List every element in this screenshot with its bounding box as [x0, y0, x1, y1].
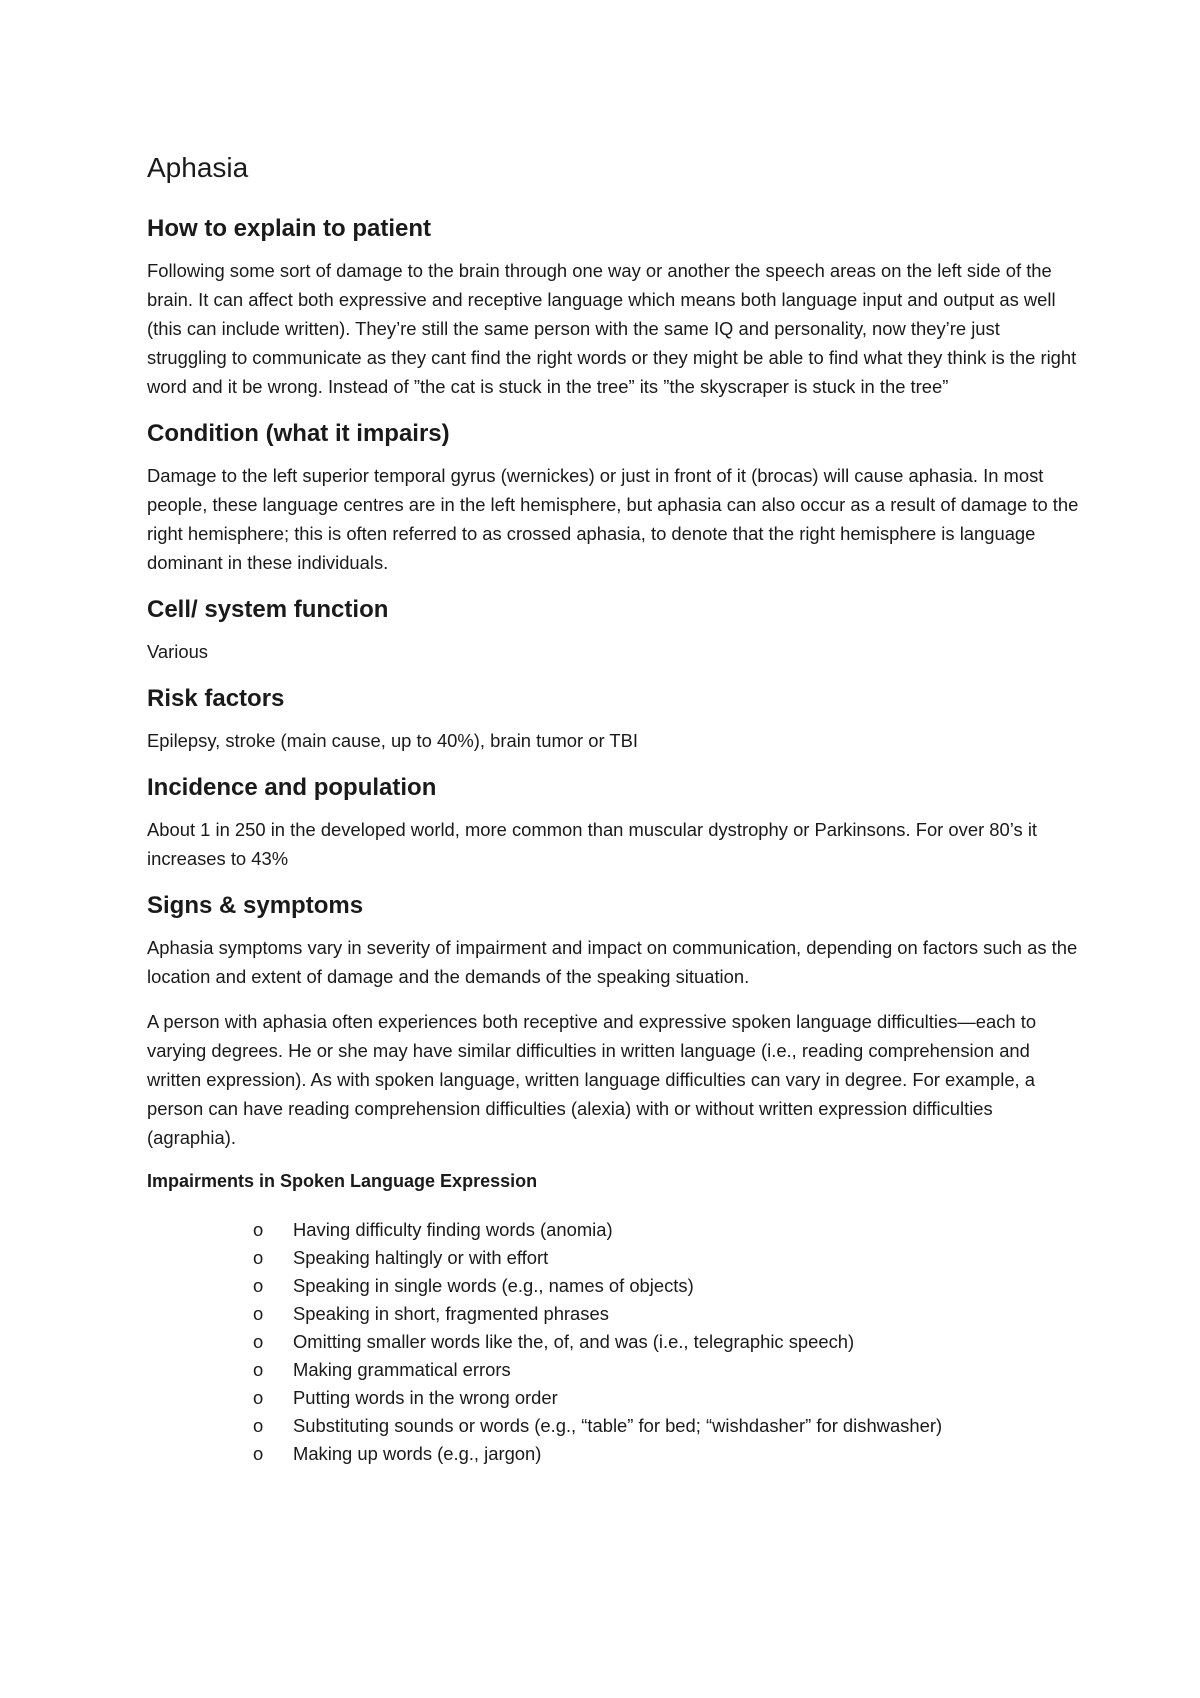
- list-item: [253, 1216, 1080, 1244]
- list-item-text: Speaking in short, fragmented phrases: [293, 1303, 609, 1324]
- section-heading: Incidence and population: [147, 774, 437, 801]
- bullet-marker: o: [253, 1359, 264, 1380]
- section-risk-factors: [147, 682, 1080, 755]
- bullet-marker: o: [253, 1303, 264, 1324]
- bullet-marker: o: [253, 1275, 264, 1296]
- section-heading: How to explain to patient: [147, 215, 432, 242]
- bullet-marker: o: [253, 1387, 264, 1408]
- list-item-text: Putting words in the wrong order: [293, 1387, 558, 1408]
- list-item: [253, 1328, 1080, 1356]
- section-heading: Risk factors: [147, 685, 285, 712]
- document-title: Aphasia: [147, 152, 249, 183]
- bullet-marker: o: [253, 1331, 264, 1352]
- section-paragraph: A person with aphasia often experiences both receptive and expressive spoken language difficulties—each to varying degrees. He or she may have similar difficulties in written language (i.e., reading comprehension and written expression). As with spoken language, written language difficulties can vary in degree. For example, a person can have reading comprehension difficulties (alexia) with or without written expression difficulties (agraphia).: [147, 1011, 1037, 1148]
- section-heading: Signs & symptoms: [147, 892, 364, 919]
- section-cell-system-function: [147, 593, 1080, 666]
- impairments-heading: Impairments in Spoken Language Expression: [147, 1171, 538, 1191]
- section-signs-symptoms: [147, 889, 1080, 1152]
- section-paragraph: Aphasia symptoms vary in severity of impairment and impact on communication, depending on factors such as the location and extent of damage and the demands of the speaking situation.: [147, 937, 1078, 987]
- list-item: [253, 1244, 1080, 1272]
- list-item: [253, 1300, 1080, 1328]
- section-heading: Cell/ system function: [147, 596, 389, 623]
- list-item: [253, 1356, 1080, 1384]
- list-item-text: Substituting sounds or words (e.g., “table” for bed; “wishdasher” for dishwasher): [293, 1415, 943, 1436]
- bullet-marker: o: [253, 1443, 264, 1464]
- section-condition: [147, 417, 1080, 577]
- list-item-text: Speaking in single words (e.g., names of objects): [293, 1275, 694, 1296]
- section-paragraph: Various: [147, 641, 208, 662]
- section-paragraph: Epilepsy, stroke (main cause, up to 40%), brain tumor or TBI: [147, 730, 638, 751]
- section-paragraph: About 1 in 250 in the developed world, more common than muscular dystrophy or Parkinsons. For over 80’s it increases to 43%: [147, 819, 1038, 869]
- list-item: [253, 1412, 1080, 1440]
- section-explain-to-patient: [147, 212, 1080, 401]
- list-item-text: Making up words (e.g., jargon): [293, 1443, 542, 1464]
- list-item: [253, 1384, 1080, 1412]
- section-incidence: [147, 771, 1080, 873]
- impairments-list: [147, 1216, 1080, 1468]
- list-item-text: Omitting smaller words like the, of, and was (i.e., telegraphic speech): [293, 1331, 855, 1352]
- list-item-text: Making grammatical errors: [293, 1359, 511, 1380]
- list-item-text: Having difficulty finding words (anomia): [293, 1219, 613, 1240]
- list-item: [253, 1272, 1080, 1300]
- list-item-text: Speaking haltingly or with effort: [293, 1247, 549, 1268]
- bullet-marker: o: [253, 1247, 264, 1268]
- section-paragraph: Damage to the left superior temporal gyrus (wernickes) or just in front of it (brocas) will cause aphasia. In most people, these language centres are in the left hemisphere, but aphasia can also occur as a result of damage to the right hemisphere; this is often referred to as crossed aphasia, to denote that the right hemisphere is language dominant in these individuals.: [147, 465, 1079, 573]
- section-heading: Condition (what it impairs): [147, 420, 450, 447]
- bullet-marker: o: [253, 1415, 264, 1436]
- bullet-marker: o: [253, 1219, 264, 1240]
- list-item: [253, 1440, 1080, 1468]
- section-paragraph: Following some sort of damage to the brain through one way or another the speech areas on the left side of the brain. It can affect both expressive and receptive language which means both language input and output as well (this can include written). They’re still the same person with the same IQ and personality, now they’re just struggling to communicate as they cant find the right words or they might be able to find what they think is the right word and it be wrong. Instead of ”the cat is stuck in the tree” its ”the skyscraper is stuck in the tree”: [147, 260, 1077, 397]
